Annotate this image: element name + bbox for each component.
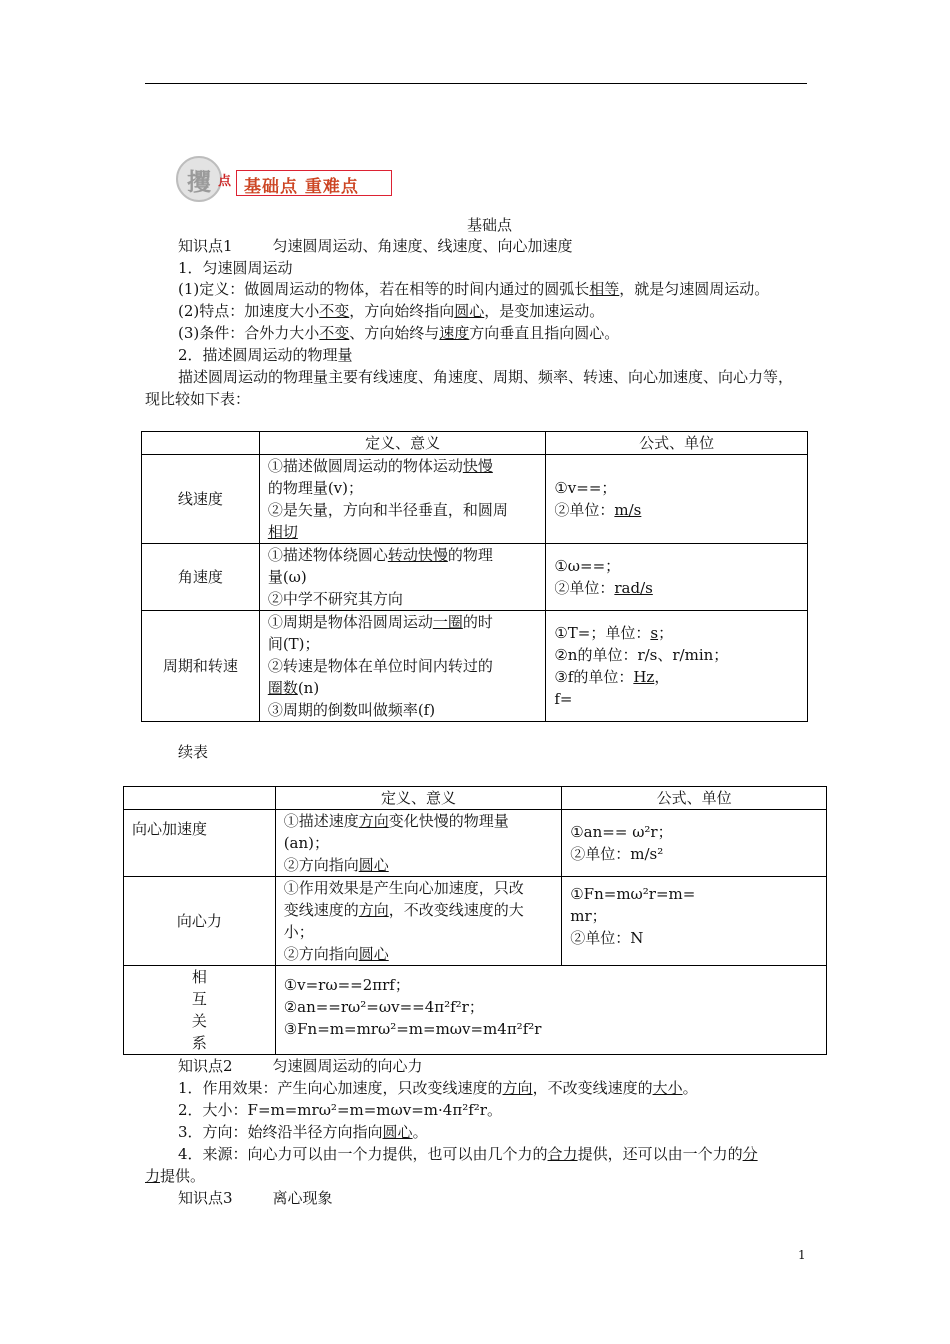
s2-title: 2．描述圆周运动的物理量 [178, 346, 353, 364]
s3-source-cont [145, 1165, 205, 1187]
text: 提供。 [160, 1167, 206, 1185]
text: 的物理量(v)； [267, 479, 363, 497]
text: ①描述做圆周运动的物体运动 [267, 457, 463, 475]
s1-title: 1．匀速圆周运动 [178, 259, 293, 277]
kp2-label: 知识点2 [178, 1057, 233, 1075]
text: 1．作用效果：产生向心加速度，只改变线速度的 [178, 1079, 503, 1097]
text: ②单位： [554, 579, 615, 597]
kp1-title: 匀速圆周运动、角速度、线速度、向心加速度 [272, 237, 573, 255]
text: 系 [191, 1034, 207, 1052]
text: ，不改变线速度的大 [388, 901, 524, 919]
text: 变线速度的 [283, 901, 359, 919]
kp2-heading [178, 1055, 423, 1077]
text: ①an== ω²r； [570, 823, 673, 841]
text: ①描述物体绕圆心 [267, 546, 388, 564]
text: 。 [682, 1079, 698, 1097]
row-name: 向心加速度 [124, 810, 276, 877]
table-row [142, 544, 808, 611]
text: 量(ω) [267, 568, 307, 586]
comparison-table [141, 431, 808, 722]
definition-cell [259, 544, 546, 611]
text: 的物理 [447, 546, 493, 564]
row-name: 角速度 [142, 544, 260, 611]
underlined-answer: 合力 [547, 1145, 578, 1163]
header-definition: 定义、意义 [259, 432, 546, 455]
kp3-title: 离心现象 [272, 1189, 333, 1207]
text: ①Fn=mω²r=m= [570, 885, 696, 903]
underlined-answer: 一圈 [432, 613, 463, 631]
table-row [124, 966, 827, 1055]
text: 方向垂直且指向圆心。 [469, 324, 620, 342]
underlined-answer: 方向 [358, 812, 389, 830]
text: ①ω==； [554, 557, 621, 575]
text: ，不改变线速度的 [532, 1079, 653, 1097]
underlined-answer: 圆心 [358, 945, 389, 963]
text: ②转速是物体在单位时间内转过的 [267, 657, 493, 675]
formula-cell [546, 455, 808, 544]
underlined-answer: 快慢 [462, 457, 493, 475]
banner-badge-icon: 攫 [176, 156, 222, 202]
row-name-vertical [124, 966, 276, 1055]
text: ③Fn=m=mrω²=m=mωv=m4π²f²r [283, 1020, 542, 1038]
continued-label: 续表 [178, 743, 209, 761]
text: 变化快慢的物理量 [388, 812, 509, 830]
s3-effect [178, 1077, 698, 1099]
table-row [142, 455, 808, 544]
underlined-answer: 圆心 [358, 856, 389, 874]
text: ②单位：N [570, 929, 644, 947]
underlined-answer: s [650, 624, 659, 642]
text: 。 [412, 1123, 428, 1141]
text: ②单位： [554, 501, 615, 519]
row-name: 向心力 [124, 877, 276, 966]
text: ，方向始终指向 [349, 302, 455, 320]
text: (2)特点：加速度大小 [178, 302, 320, 320]
text: 互 [191, 990, 207, 1008]
s2-paragraph-line2: 现比较如下表： [145, 390, 251, 408]
header-definition: 定义、意义 [275, 787, 562, 810]
s3-source [178, 1143, 758, 1165]
text: 、方向始终与 [349, 324, 440, 342]
text: ①T=；单位： [554, 624, 651, 642]
text: ②方向指向 [283, 856, 359, 874]
text: (n) [297, 679, 320, 697]
text: 提供，还可以由一个力的 [577, 1145, 743, 1163]
text: ③周期的倒数叫做频率(f) [267, 701, 436, 719]
text: ②是矢量，方向和半径垂直，和圆周 [267, 501, 508, 519]
s3-magnitude: 2．大小：F=m=mrω²=m=mωv=m·4π²f²r。 [178, 1101, 502, 1119]
text: (an)； [283, 834, 329, 852]
table-row [124, 810, 827, 877]
kp1-heading [178, 235, 573, 257]
kp2-title: 匀速圆周运动的向心力 [272, 1057, 423, 1075]
underlined-answer: 方向 [502, 1079, 533, 1097]
underlined-answer: Hz [633, 668, 655, 686]
table-row [142, 611, 808, 722]
s3-direction [178, 1121, 428, 1143]
definition-cell [275, 877, 562, 966]
kp3-heading [178, 1187, 333, 1209]
header-empty [142, 432, 260, 455]
text: ①周期是物体沿圆周运动 [267, 613, 433, 631]
page-number: 1 [798, 1248, 806, 1262]
row-name: 周期和转速 [142, 611, 260, 722]
text: ，是变加速运动。 [484, 302, 605, 320]
text: ②an==rω²=ωv==4π²f²r； [283, 998, 484, 1016]
formula-cell [546, 544, 808, 611]
text: mr； [570, 907, 607, 925]
text: 4．来源：向心力可以由一个力提供，也可以由几个力的 [178, 1145, 548, 1163]
definition-cell [259, 611, 546, 722]
text: ； [658, 624, 674, 642]
text: 小； [283, 923, 314, 941]
text: ，就是匀速圆周运动。 [619, 280, 770, 298]
kp1-label: 知识点1 [178, 237, 233, 255]
text: ③f的单位： [554, 668, 634, 686]
table-header-row [142, 432, 808, 455]
underlined-answer: 力 [145, 1167, 161, 1185]
header-empty [124, 787, 276, 810]
definition-cell [259, 455, 546, 544]
underlined-answer: 速度 [439, 324, 470, 342]
text: ①v=rω==2πrf； [283, 976, 410, 994]
underlined-answer: 圆心 [382, 1123, 413, 1141]
continued-table [123, 786, 827, 1055]
banner-title: 基础点 重难点 [244, 177, 359, 197]
s1-feature [178, 300, 604, 322]
underlined-answer: 不变 [319, 324, 350, 342]
formula-cell [562, 877, 827, 966]
s1-condition [178, 322, 619, 344]
table-header-row [124, 787, 827, 810]
text: 的时 [462, 613, 493, 631]
text: 3．方向：始终沿半径方向指向 [178, 1123, 383, 1141]
formula-cell [562, 810, 827, 877]
underlined-answer: rad/s [614, 579, 653, 597]
s1-definition [178, 278, 769, 300]
formula-cell [546, 611, 808, 722]
underlined-answer: 分 [742, 1145, 758, 1163]
table-row [124, 877, 827, 966]
text: 间(T)； [267, 635, 320, 653]
text: ①v==； [554, 479, 617, 497]
underlined-answer: 相切 [267, 523, 298, 541]
underlined-answer: 圈数 [267, 679, 298, 697]
text: ①作用效果是产生向心加速度，只改 [283, 879, 524, 897]
text: ②n的单位：r/s、r/min； [554, 646, 729, 664]
section-banner [176, 156, 394, 202]
underlined-answer: 相等 [589, 280, 620, 298]
header-formula: 公式、单位 [562, 787, 827, 810]
row-name: 线速度 [142, 455, 260, 544]
underlined-answer: 大小 [652, 1079, 683, 1097]
s2-paragraph-line1: 描述圆周运动的物理量主要有线速度、角速度、周期、频率、转速、向心加速度、向心力等， [178, 368, 794, 386]
text: (3)条件：合外力大小 [178, 324, 320, 342]
relation-cell [275, 966, 826, 1055]
underlined-answer: 圆心 [454, 302, 485, 320]
text: ①描述速度 [283, 812, 359, 830]
header-rule [145, 83, 807, 84]
section-heading: 基础点 [467, 216, 513, 234]
text: f= [554, 690, 573, 708]
kp3-label: 知识点3 [178, 1189, 233, 1207]
text: ， [654, 668, 670, 686]
header-formula: 公式、单位 [546, 432, 808, 455]
text: ②方向指向 [283, 945, 359, 963]
text: (1)定义：做圆周运动的物体，若在相等的时间内通过的圆弧长 [178, 280, 590, 298]
text: 相 [191, 968, 207, 986]
text: ②中学不研究其方向 [267, 590, 403, 608]
underlined-answer: 不变 [319, 302, 350, 320]
banner-small-label: 点 [218, 174, 232, 189]
text: ②单位：m/s² [570, 845, 664, 863]
definition-cell [275, 810, 562, 877]
underlined-answer: 转动快慢 [387, 546, 448, 564]
text: 关 [191, 1012, 207, 1030]
underlined-answer: 方向 [358, 901, 389, 919]
underlined-answer: m/s [614, 501, 642, 519]
